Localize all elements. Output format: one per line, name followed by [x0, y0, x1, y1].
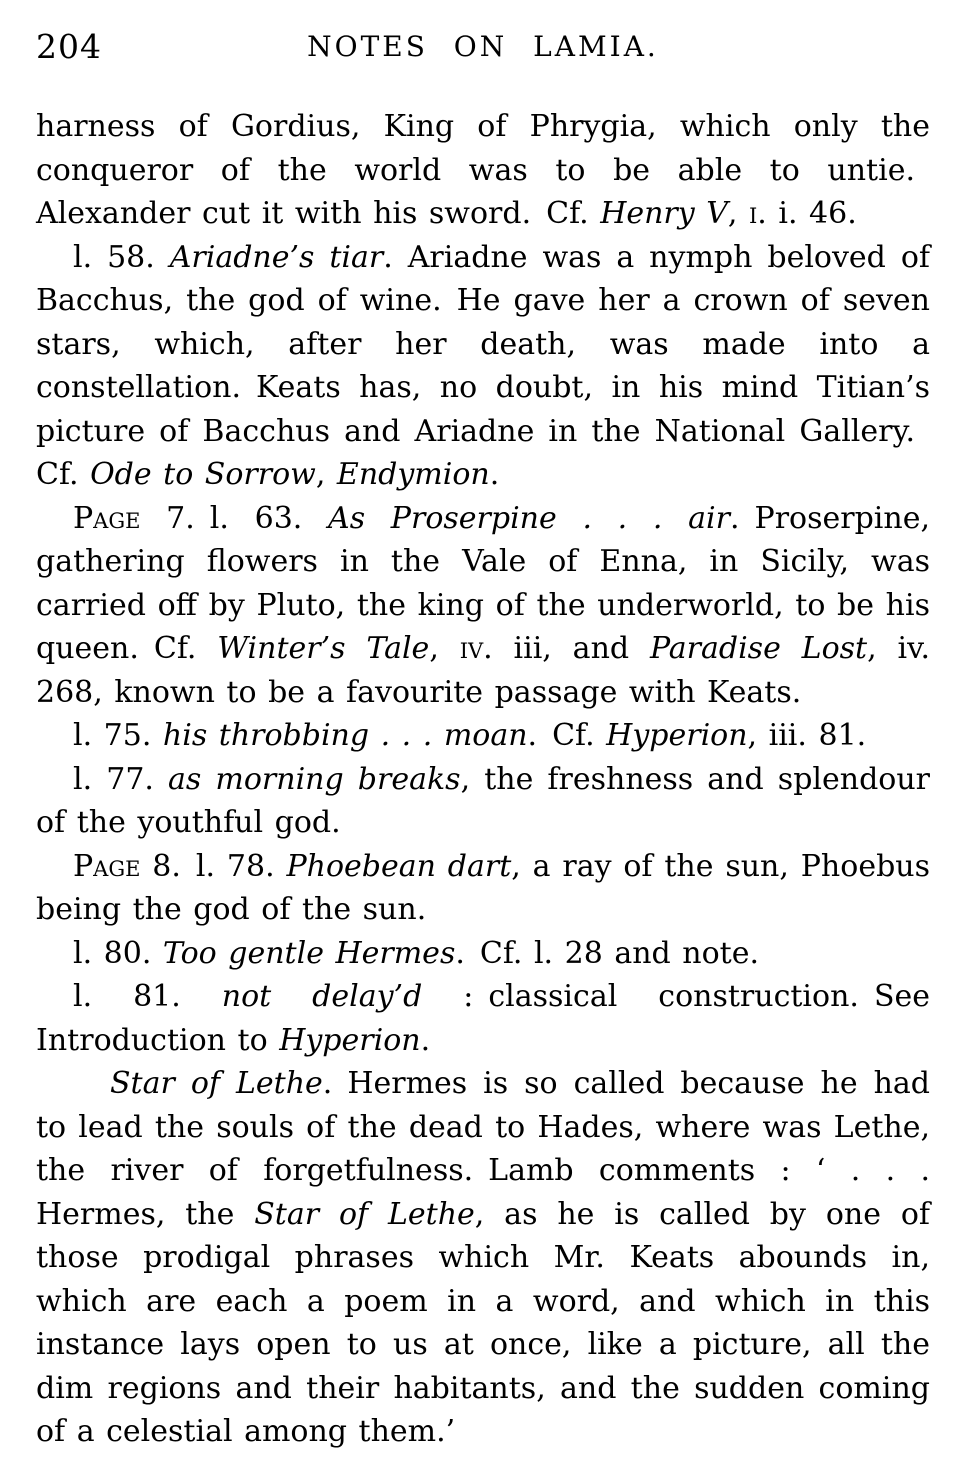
page-body	[36, 105, 930, 1454]
text-run: .	[420, 1022, 431, 1058]
text-run: . Cf.	[527, 718, 607, 753]
paragraph	[36, 236, 930, 497]
italic-run: Ode to Sorrow	[90, 457, 316, 492]
italic-run: Henry V	[600, 196, 728, 231]
text-run: l. 75.	[73, 718, 163, 753]
paragraph	[36, 975, 930, 1062]
text-run: . Cf. l. 28 and note.	[455, 935, 759, 971]
text-run: . Proserpine, gathering flowers in the Vale of Enna, in Sicily, was carried off by Pluto, the king of the underworld, to be his queen. Cf.	[36, 500, 930, 666]
italic-run: Too gentle Hermes	[162, 935, 456, 971]
italic-run: Winter’s Tale	[217, 631, 430, 666]
text-run: 8. l. 78.	[140, 848, 287, 884]
text-run: , iii. 81.	[747, 718, 867, 753]
smallcaps-run: i.	[749, 196, 767, 231]
text-run: , iv. 268, known to be a favourite passage with Keats.	[36, 631, 930, 710]
text-run: ,	[429, 631, 460, 666]
smallcaps-run: Page	[73, 848, 141, 884]
text-run: . Hermes is so called because he had to lead the souls of the dead to Hades, where was Lethe, the river of forgetfulness. Lamb comments : ‘ . . . Hermes, the	[36, 1066, 930, 1232]
paragraph	[36, 932, 930, 976]
italic-run: Ariadne’s tiar	[169, 239, 384, 275]
italic-run: As Proserpine . . . air	[328, 500, 730, 536]
text-run: l. 80.	[73, 935, 163, 971]
italic-run: Star of Lethe	[110, 1066, 323, 1101]
page-header	[36, 28, 930, 66]
text-run: i. 46.	[766, 196, 857, 231]
text-run: iii, and	[492, 631, 650, 666]
italic-run: Hyperion	[606, 718, 748, 753]
paragraph	[36, 497, 930, 715]
paragraph	[36, 105, 930, 236]
text-run: ,	[727, 196, 749, 231]
smallcaps-run: iv.	[459, 631, 493, 666]
smallcaps-run: Page	[73, 500, 141, 536]
text-run: l. 77.	[73, 761, 169, 797]
paragraph	[36, 714, 930, 758]
text-run: ,	[315, 457, 337, 492]
paragraph	[36, 758, 930, 845]
text-run: 7. l. 63.	[140, 500, 329, 536]
text-run: , a ray of the sun, Phoebus being the god of the sun.	[36, 848, 930, 927]
running-title: NOTES ON LAMIA.	[307, 30, 659, 63]
text-run: , the freshness and splendour of the youthful god.	[36, 761, 930, 840]
text-run: , as he is called by one of those prodigal phrases which Mr. Keats abounds in, which are each a poem in a word, and which in this instance lays open to us at once, like a picture, all the dim regions and their habitants, and the sudden coming of a celestial among them.’	[36, 1196, 930, 1449]
text-run: harness of Gordius, King of Phrygia, which only the conqueror of the world was to be able to untie. Alexander cut it with his sword. Cf.	[36, 109, 930, 231]
paragraph	[36, 845, 930, 932]
text-run: l. 58.	[73, 239, 170, 275]
text-run: .	[489, 457, 500, 492]
italic-run: as morning breaks	[168, 761, 461, 797]
italic-run: Hyperion	[279, 1022, 421, 1058]
italic-run: Phoebean dart	[286, 848, 512, 884]
text-run: l. 81.	[73, 979, 222, 1014]
text-run: . Ariadne was a nymph beloved of Bacchus, the god of wine. He gave her a crown of seven stars, which, after her death, was made into a constellation. Keats has, no doubt, in his mind Titian’s picture of Bacchus and Ariadne in the National Gallery. Cf.	[36, 239, 930, 492]
italic-run: Endymion	[336, 457, 490, 492]
italic-run: his throbbing . . . moan	[162, 718, 528, 753]
paragraph	[36, 1062, 930, 1454]
italic-run: not delay’d	[221, 979, 423, 1014]
italic-run: Star of Lethe	[254, 1196, 475, 1232]
text-run: : classical construction. See Introduction to	[36, 979, 930, 1058]
italic-run: Paradise Lost	[649, 631, 868, 666]
page-number: 204	[36, 27, 102, 66]
